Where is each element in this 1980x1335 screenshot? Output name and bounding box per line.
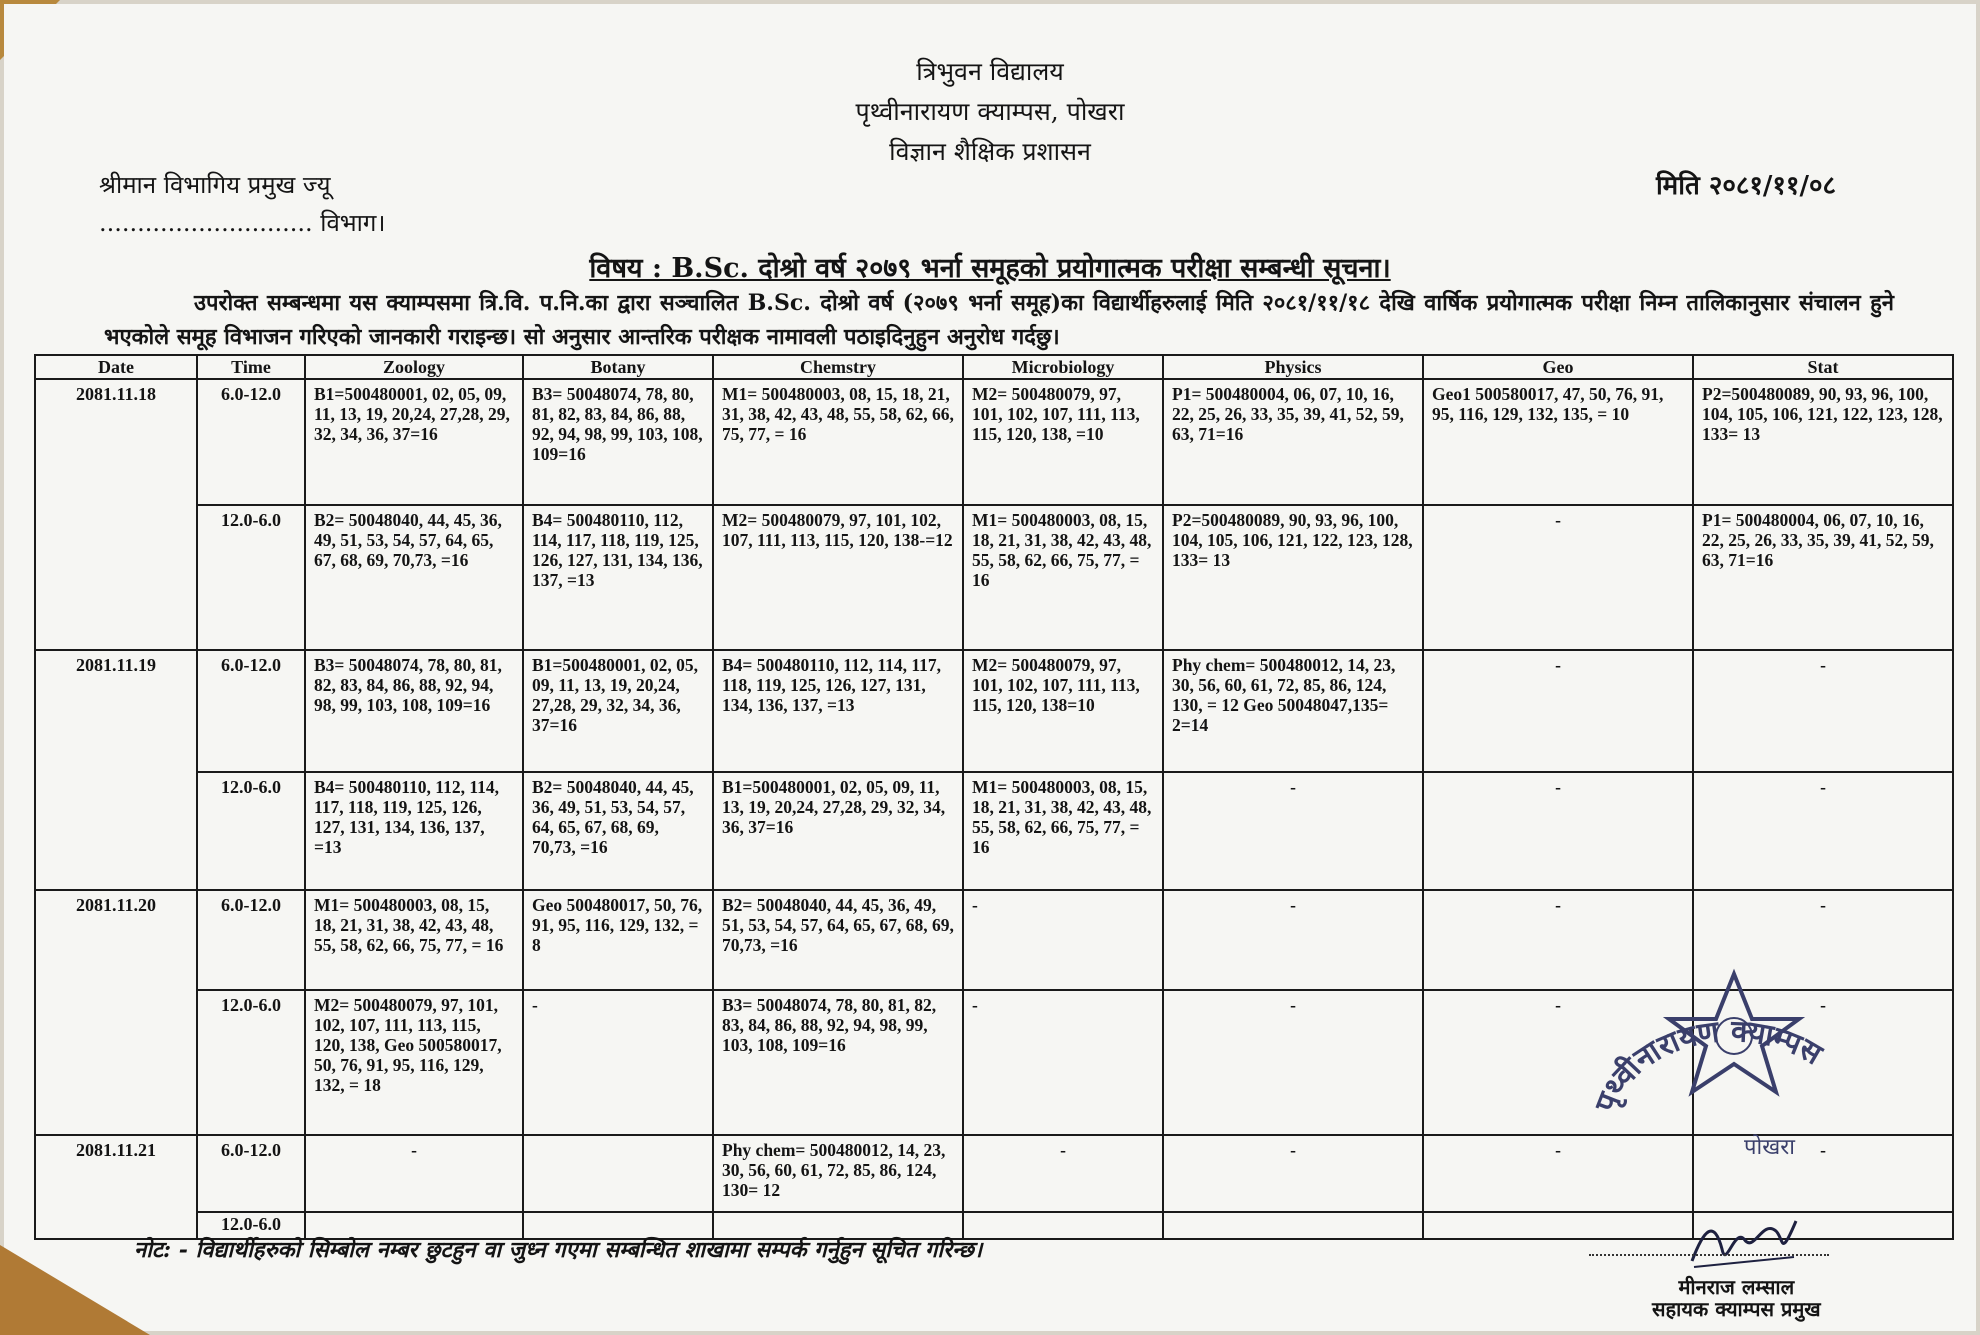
subject-line: विषय : B.Sc. दोश्रो वर्ष २०७९ भर्ना समूहको प्रयोगात्मक परीक्षा सम्बन्धी सूचना।: [589, 253, 1391, 284]
physics-cell: -: [1163, 772, 1423, 890]
microbiology-cell: [963, 1212, 1163, 1239]
physics-cell: -: [1163, 890, 1423, 990]
time-cell: 6.0-12.0: [197, 379, 305, 505]
microbiology-cell: M1= 500480003, 08, 15, 18, 21, 31, 38, 42, 43, 48, 55, 58, 62, 66, 75, 77, = 16: [963, 505, 1163, 650]
document-page: [4, 4, 1976, 1331]
time-cell: 12.0-6.0: [197, 1212, 305, 1239]
chemistry-cell: B2= 50048040, 44, 45, 36, 49, 51, 53, 54, 57, 64, 65, 67, 68, 69, 70,73, =16: [713, 890, 963, 990]
geo-cell: -: [1423, 650, 1693, 772]
time-cell: 12.0-6.0: [197, 772, 305, 890]
header-zoology: Zoology: [305, 355, 523, 379]
university-name: त्रिभुवन विद्यालय: [916, 57, 1064, 86]
date-cell: 2081.11.20: [35, 890, 197, 1135]
time-cell: 6.0-12.0: [197, 650, 305, 772]
botany-cell: B1=500480001, 02, 05, 09, 11, 13, 19, 20,24, 27,28, 29, 32, 34, 36, 37=16: [523, 650, 713, 772]
date-cell: 2081.11.19: [35, 650, 197, 890]
geo-cell: [1423, 1212, 1693, 1239]
physics-cell: [1163, 1212, 1423, 1239]
chemistry-cell: Phy chem= 500480012, 14, 23, 30, 56, 60, 61, 72, 85, 86, 124, 130= 12: [713, 1135, 963, 1212]
stat-cell: -: [1693, 650, 1953, 772]
stat-cell: P1= 500480004, 06, 07, 10, 16, 22, 25, 26, 33, 35, 39, 41, 52, 59, 63, 71=16: [1693, 505, 1953, 650]
signatory: [1652, 1276, 1821, 1320]
chemistry-cell: M2= 500480079, 97, 101, 102, 107, 111, 113, 115, 120, 138-=12: [713, 505, 963, 650]
footer-note: नोट: - विद्यार्थीहरुको सिम्बोल नम्बर छुटहुन वा जुध्न गएमा सम्बन्धित शाखामा सम्पर्क गर्नुहुन सूचित गरिन्छ।: [134, 1237, 983, 1263]
microbiology-cell: M2= 500480079, 97, 101, 102, 107, 111, 113, 115, 120, 138=10: [963, 650, 1163, 772]
time-cell: 12.0-6.0: [197, 990, 305, 1135]
campus-name: पृथ्वीनारायण क्याम्पस, पोखरा: [855, 97, 1125, 126]
zoology-cell: B2= 50048040, 44, 45, 36, 49, 51, 53, 54, 57, 64, 65, 67, 68, 69, 70,73, =16: [305, 505, 523, 650]
date-cell: 2081.11.21: [35, 1135, 197, 1239]
header-geo: Geo: [1423, 355, 1693, 379]
header-botany: Botany: [523, 355, 713, 379]
microbiology-cell: -: [963, 1135, 1163, 1212]
salutation: [99, 166, 386, 242]
salutation-line-2: ............................ विभाग।: [99, 209, 386, 237]
physics-cell: Phy chem= 500480012, 14, 23, 30, 56, 60, 61, 72, 85, 86, 124, 130, = 12 Geo 50048047,135= 2=14: [1163, 650, 1423, 772]
geo-cell: Geo1 500580017, 47, 50, 76, 91, 95, 116, 129, 132, 135, = 10: [1423, 379, 1693, 505]
table-row: [35, 505, 1953, 650]
botany-cell: B3= 50048074, 78, 80, 81, 82, 83, 84, 86, 88, 92, 94, 98, 99, 103, 108, 109=16: [523, 379, 713, 505]
salutation-line-1: श्रीमान विभागिय प्रमुख ज्यू: [99, 171, 331, 199]
stat-cell: -: [1693, 990, 1953, 1135]
table-header-row: [35, 355, 1953, 379]
botany-cell: [523, 1135, 713, 1212]
page-corner-decoration: [0, 1245, 150, 1335]
zoology-cell: M1= 500480003, 08, 15, 18, 21, 31, 38, 42, 43, 48, 55, 58, 62, 66, 75, 77, = 16: [305, 890, 523, 990]
stat-cell: -: [1693, 890, 1953, 990]
header-stat: Stat: [1693, 355, 1953, 379]
time-cell: 6.0-12.0: [197, 890, 305, 990]
stamp-subtext: पोखरा: [1744, 1135, 1795, 1160]
time-cell: 12.0-6.0: [197, 505, 305, 650]
botany-cell: B2= 50048040, 44, 45, 36, 49, 51, 53, 54, 57, 64, 65, 67, 68, 69, 70,73, =16: [523, 772, 713, 890]
microbiology-cell: -: [963, 990, 1163, 1135]
letter-date: मिति २०८१/११/०८: [1655, 171, 1836, 201]
table-row: [35, 772, 1953, 890]
chemistry-cell: B4= 500480110, 112, 114, 117, 118, 119, 125, 126, 127, 131, 134, 136, 137, =13: [713, 650, 963, 772]
stamp-text: पृथ्वीनारायण क्याम्पस: [1588, 1013, 1828, 1117]
header-microbiology: Microbiology: [963, 355, 1163, 379]
header-date: Date: [35, 355, 197, 379]
physics-cell: P1= 500480004, 06, 07, 10, 16, 22, 25, 26, 33, 35, 39, 41, 52, 59, 63, 71=16: [1163, 379, 1423, 505]
stat-cell: -: [1693, 1135, 1953, 1212]
microbiology-cell: M2= 500480079, 97, 101, 102, 107, 111, 113, 115, 120, 138, =10: [963, 379, 1163, 505]
geo-cell: -: [1423, 505, 1693, 650]
header-physics: Physics: [1163, 355, 1423, 379]
signature-line: [1589, 1254, 1829, 1256]
zoology-cell: B4= 500480110, 112, 114, 117, 118, 119, 125, 126, 127, 131, 134, 136, 137, =13: [305, 772, 523, 890]
geo-cell: -: [1423, 772, 1693, 890]
geo-cell: -: [1423, 1135, 1693, 1212]
botany-cell: Geo 500480017, 50, 76, 91, 95, 116, 129, 132, = 8: [523, 890, 713, 990]
header-chemistry: Chemstry: [713, 355, 963, 379]
physics-cell: P2=500480089, 90, 93, 96, 100, 104, 105, 106, 121, 122, 123, 128, 133= 13: [1163, 505, 1423, 650]
stat-cell: P2=500480089, 90, 93, 96, 100, 104, 105, 106, 121, 122, 123, 128, 133= 13: [1693, 379, 1953, 505]
header-time: Time: [197, 355, 305, 379]
zoology-cell: B3= 50048074, 78, 80, 81, 82, 83, 84, 86, 88, 92, 94, 98, 99, 103, 108, 109=16: [305, 650, 523, 772]
stat-cell: -: [1693, 772, 1953, 890]
table-row: [35, 650, 1953, 772]
table-row: [35, 379, 1953, 505]
chemistry-cell: B3= 50048074, 78, 80, 81, 82, 83, 84, 86, 88, 92, 94, 98, 99, 103, 108, 109=16: [713, 990, 963, 1135]
botany-cell: -: [523, 990, 713, 1135]
physics-cell: -: [1163, 990, 1423, 1135]
chemistry-cell: B1=500480001, 02, 05, 09, 11, 13, 19, 20,24, 27,28, 29, 32, 34, 36, 37=16: [713, 772, 963, 890]
campus-stamp: [1584, 964, 1874, 1164]
zoology-cell: M2= 500480079, 97, 101, 102, 107, 111, 113, 115, 120, 138, Geo 500580017, 50, 76, 91, 95, 116, 129, 132, = 18: [305, 990, 523, 1135]
handwritten-signature-icon: [1684, 1209, 1804, 1279]
signatory-title: सहायक क्याम्पस प्रमुख: [1652, 1297, 1821, 1321]
microbiology-cell: -: [963, 890, 1163, 990]
chemistry-cell: M1= 500480003, 08, 15, 18, 21, 31, 38, 42, 43, 48, 55, 58, 62, 66, 75, 77, = 16: [713, 379, 963, 505]
zoology-cell: B1=500480001, 02, 05, 09, 11, 13, 19, 20,24, 27,28, 29, 32, 34, 36, 37=16: [305, 379, 523, 505]
date-cell: 2081.11.18: [35, 379, 197, 650]
body-paragraph: उपरोक्त सम्बन्धमा यस क्याम्पसमा त्रि.वि. प.नि.का द्वारा सञ्चालित B.Sc. दोश्रो वर्ष (२०७९ भर्ना समूह)का विद्यार्थीहरुलाई मिति २०८१/११/१८ देखि वार्षिक प्रयोगात्मक परीक्षा निम्न तालिकानुसार संचालन हुने भएकोले समूह विभाजन गरिएको जानकारी गराइन्छ। सो अनुसार आन्तरिक परीक्षक नामावली पठाइदिनुहुन अनुरोध गर्दछु।: [104, 290, 1894, 350]
geo-cell: -: [1423, 990, 1693, 1135]
office-name: विज्ञान शैक्षिक प्रशासन: [889, 137, 1091, 166]
signatory-name: मीनराज लम्साल: [1678, 1275, 1795, 1299]
microbiology-cell: M1= 500480003, 08, 15, 18, 21, 31, 38, 42, 43, 48, 55, 58, 62, 66, 75, 77, = 16: [963, 772, 1163, 890]
zoology-cell: -: [305, 1135, 523, 1212]
letterhead: [4, 52, 1976, 172]
botany-cell: B4= 500480110, 112, 114, 117, 118, 119, 125, 126, 127, 131, 134, 136, 137, =13: [523, 505, 713, 650]
physics-cell: -: [1163, 1135, 1423, 1212]
geo-cell: -: [1423, 890, 1693, 990]
time-cell: 6.0-12.0: [197, 1135, 305, 1212]
